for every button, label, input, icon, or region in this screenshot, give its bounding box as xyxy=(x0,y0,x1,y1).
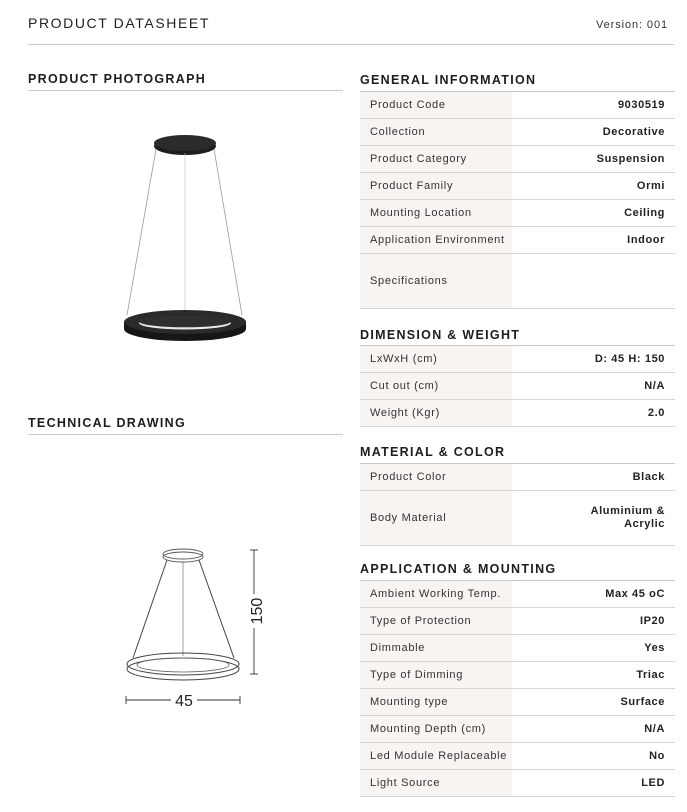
drawing-ring-inner xyxy=(137,658,229,672)
row-label: Light Source xyxy=(360,770,512,796)
row-value: Decorative xyxy=(602,126,665,138)
row-value: Ormi xyxy=(636,180,665,192)
row-label: Mounting Depth (cm) xyxy=(360,716,512,742)
row-label: Product Color xyxy=(360,464,512,490)
table-row xyxy=(360,689,675,716)
photo-section-rule xyxy=(28,90,343,91)
row-value: Surface xyxy=(620,696,665,708)
table-row xyxy=(360,662,675,689)
row-value: Triac xyxy=(636,669,665,681)
row-value: LED xyxy=(641,777,665,789)
row-value: 2.0 xyxy=(647,407,665,419)
row-label: Collection xyxy=(360,119,512,145)
row-label: Dimmable xyxy=(360,635,512,661)
drawing-wire-right xyxy=(199,560,234,658)
row-value: D: 45 H: 150 xyxy=(594,353,665,365)
row-label: Application Environment xyxy=(360,227,512,253)
table-row xyxy=(360,716,675,743)
material-section-title: MATERIAL & COLOR xyxy=(360,445,506,459)
row-value xyxy=(512,254,675,308)
drawing-section-rule xyxy=(28,434,343,435)
table-row xyxy=(360,173,675,200)
drawing-wire-left xyxy=(133,560,167,658)
row-label: Specifications xyxy=(360,254,512,308)
row-value: Yes xyxy=(644,642,665,654)
row-label: Product Family xyxy=(360,173,512,199)
general-table xyxy=(360,92,675,309)
table-row xyxy=(360,464,675,491)
row-value: Suspension xyxy=(596,153,665,165)
table-row xyxy=(360,770,675,797)
table-row xyxy=(360,200,675,227)
table-row xyxy=(360,146,675,173)
row-label: Ambient Working Temp. xyxy=(360,581,512,607)
table-row xyxy=(360,227,675,254)
table-row xyxy=(360,119,675,146)
application-table xyxy=(360,581,675,797)
page-header xyxy=(28,14,674,45)
photo-canopy-top xyxy=(154,135,216,151)
table-row xyxy=(360,743,675,770)
row-value: Black xyxy=(632,471,665,483)
drawing-section-title: TECHNICAL DRAWING xyxy=(28,416,186,430)
photo-ring-inner xyxy=(139,316,231,328)
table-row xyxy=(360,254,675,309)
row-value: 9030519 xyxy=(617,99,665,111)
row-value: Aluminium & Acrylic xyxy=(590,505,665,530)
row-label: LxWxH (cm) xyxy=(360,346,512,372)
table-row xyxy=(360,92,675,119)
table-row xyxy=(360,581,675,608)
height-dimension-label: 150 xyxy=(249,597,266,625)
photo-wire-right xyxy=(214,149,242,315)
row-value: Ceiling xyxy=(624,207,665,219)
row-label: Product Code xyxy=(360,92,512,118)
table-row xyxy=(360,608,675,635)
row-label: Led Module Replaceable xyxy=(360,743,512,769)
row-value: N/A xyxy=(644,380,665,392)
table-row xyxy=(360,373,675,400)
width-dimension-label: 45 xyxy=(175,693,193,710)
row-label: Product Category xyxy=(360,146,512,172)
row-label: Type of Protection xyxy=(360,608,512,634)
row-value: No xyxy=(649,750,665,762)
version-label: Version: 001 xyxy=(596,19,668,31)
dimension-table xyxy=(360,346,675,427)
table-row xyxy=(360,491,675,546)
row-value: N/A xyxy=(644,723,665,735)
technical-drawing xyxy=(115,540,275,715)
row-value: Max 45 oC xyxy=(605,588,665,600)
row-label: Mounting Location xyxy=(360,200,512,226)
row-label: Type of Dimming xyxy=(360,662,512,688)
row-value: Indoor xyxy=(627,234,665,246)
row-value: IP20 xyxy=(639,615,665,627)
material-table xyxy=(360,464,675,546)
row-label: Body Material xyxy=(360,491,512,545)
photo-wire-left xyxy=(127,149,156,315)
row-label: Weight (Kgr) xyxy=(360,400,512,426)
page-title: PRODUCT DATASHEET xyxy=(28,15,210,31)
table-row xyxy=(360,635,675,662)
row-label: Cut out (cm) xyxy=(360,373,512,399)
row-label: Mounting type xyxy=(360,689,512,715)
dimension-section-title: DIMENSION & WEIGHT xyxy=(360,328,521,342)
drawing-canopy-base xyxy=(163,552,203,562)
table-row xyxy=(360,346,675,373)
product-photo xyxy=(110,125,260,345)
photo-section-title: PRODUCT PHOTOGRAPH xyxy=(28,72,207,86)
drawing-canopy xyxy=(163,549,203,559)
general-section-title: GENERAL INFORMATION xyxy=(360,73,537,87)
application-section-title: APPLICATION & MOUNTING xyxy=(360,562,557,576)
table-row xyxy=(360,400,675,427)
